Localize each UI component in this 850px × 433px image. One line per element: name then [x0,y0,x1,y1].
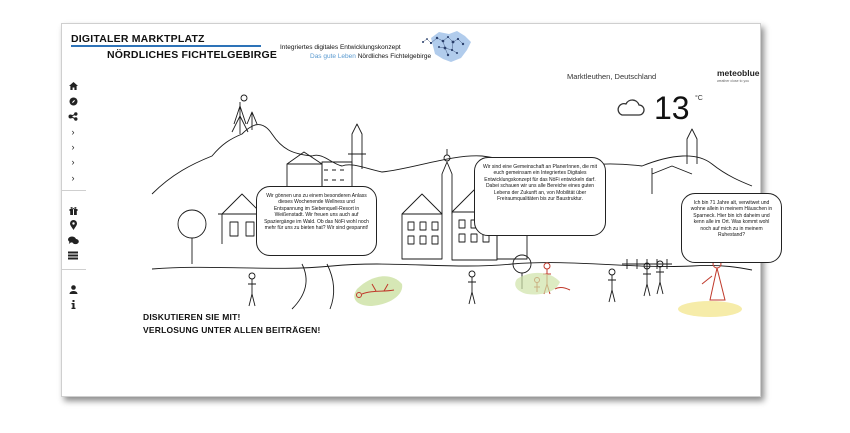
chevron-right-icon[interactable]: › [71,172,75,183]
idek-title: Integriertes digitales Entwicklungskonzept [280,44,401,51]
sidebar-divider [62,269,86,270]
info-icon[interactable] [66,298,80,310]
speech-bubble-middle[interactable]: Wir sind eine Gemeinschaft an PlanerInnen, die mit euch gemeinsam ein Integriertes Digitales Entwicklungskonzept für das NöFi entwickeln darf. Dabei schauen wir uns alle Bereiche eines guten Lebens der Zukunft an, von Mobilität über Freiraumqualitäten bis zur Baustruktur. [474,157,606,236]
logo-divider [71,45,261,47]
chevron-right-icon[interactable]: › [71,126,75,137]
chevron-right-icon[interactable]: › [71,156,75,167]
idek-sub-dark: Nördliches Fichtelgebirge [357,53,432,60]
idek-subtitle [310,53,431,60]
gift-icon[interactable] [66,204,80,216]
home-icon[interactable] [66,80,80,92]
meteoblue-tagline: weather close to you [717,79,750,83]
call-to-action[interactable] [143,311,321,336]
sidebar-divider [62,190,86,191]
temperature-unit: °C [695,95,703,102]
list-icon[interactable] [66,249,80,261]
town-illustration [152,94,752,309]
share-icon[interactable] [66,110,80,122]
speech-bubble-right[interactable]: Ich bin 71 Jahre alt, verwitwet und wohne allein in meinem Häuschen in Sparneck. Hier bin ich daheim und kenn alle im Ort. Was kommt wohl noch auf mich zu in meinem Ruhestand? [681,193,782,263]
temperature-value: 13 [654,90,690,126]
logo-subtitle[interactable]: NÖRDLICHES FICHTELGEBIRGE [107,49,278,61]
user-icon[interactable] [66,283,80,295]
chevron-right-icon[interactable]: › [71,141,75,152]
cta-line-1: DISKUTIEREN SIE MIT! [143,312,241,322]
speech-bubble-left[interactable]: Wir gönnen uns zu einem besonderen Anlass dieses Wochenende Wellness und Entspannung im Siebenquell-Resort in Weißenstadt. Wir freuen uns auch auf Spaziergänge im Wald. Ob das NöFi wohl noch mehr für uns zu bieten hat? Wir sind gespannt! [256,186,377,256]
region-map-icon [417,28,477,66]
browser-window [61,23,773,397]
cta-line-2: VERLOSUNG UNTER ALLEN BEITRÄGEN! [143,324,321,335]
logo-title[interactable]: DIGITALER MARKTPLATZ [71,33,205,45]
comments-icon[interactable] [66,234,80,246]
map-marker-icon[interactable] [66,219,80,231]
idek-sub-blue: Das gute Leben [310,53,356,60]
compass-icon[interactable] [66,95,80,107]
meteoblue-logo[interactable]: meteoblue [717,68,760,78]
weather-location: Marktleuthen, Deutschland [567,72,657,81]
